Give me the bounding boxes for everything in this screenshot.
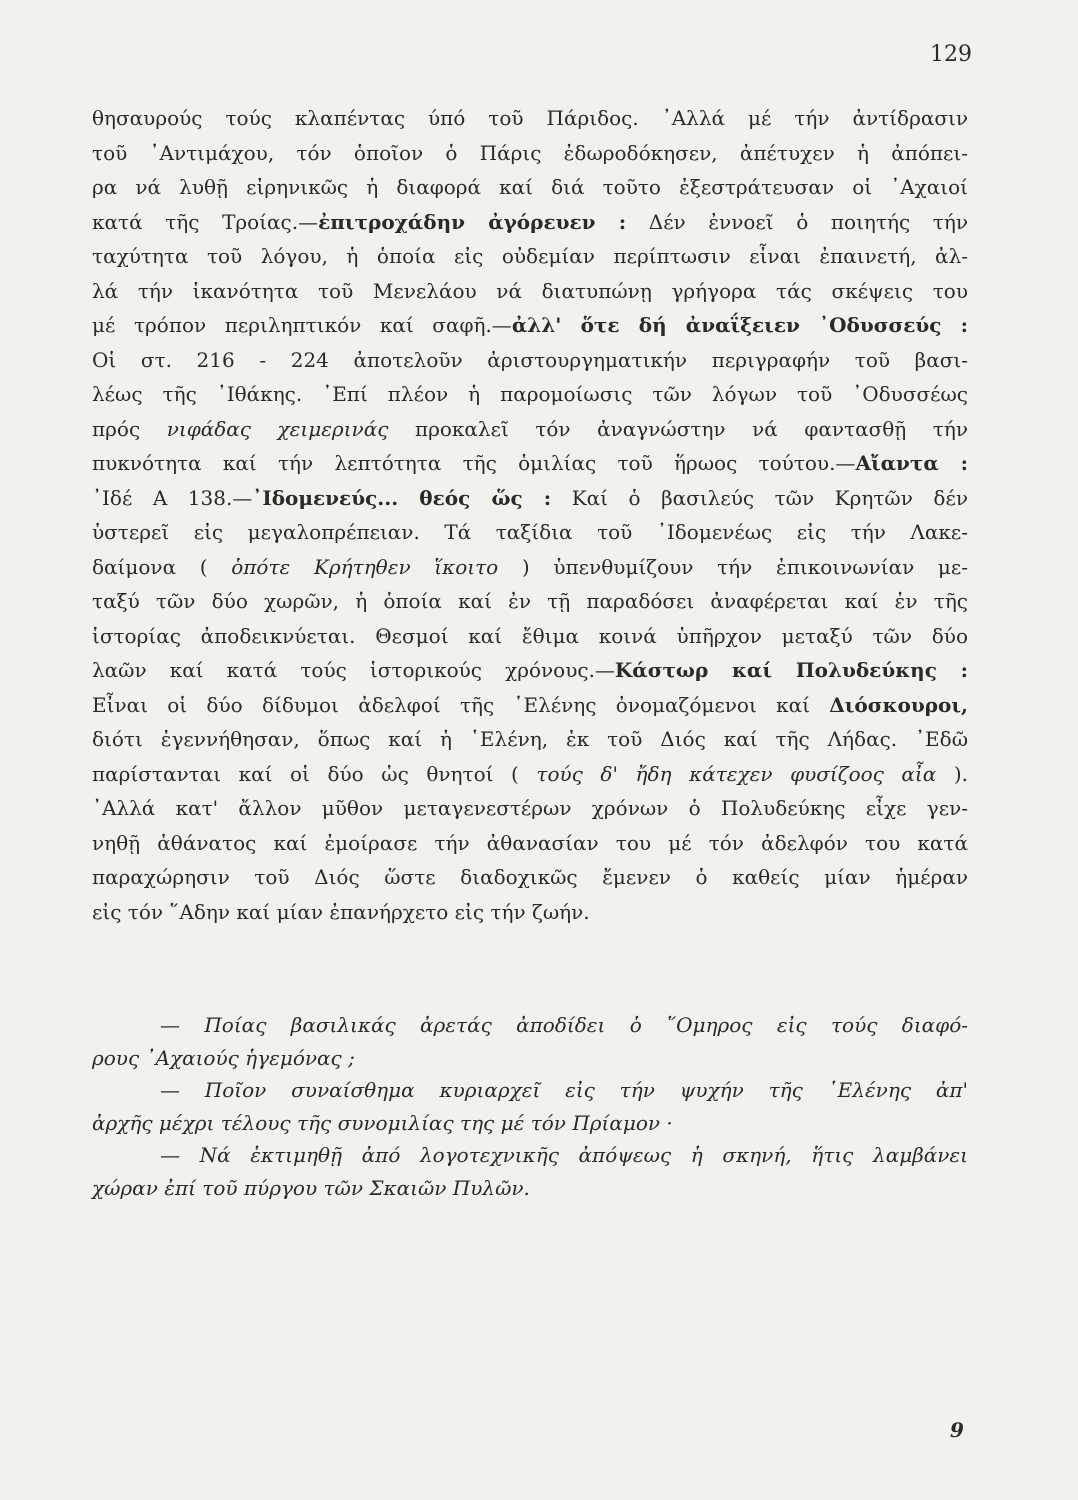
text-line: τοῦ ᾿Αντιμάχου, τόν ὁποῖον ὁ Πάρις ἐδωροδόκησεν, ἀπέτυχεν ἡ ἀπόπει- — [92, 140, 968, 165]
bold-term: Διόσκουροι, — [829, 692, 968, 717]
text-line: ρα νά λυθῇ εἰρηνικῶς ἡ διαφορά καί διά τοῦτο ἐξεστράτευσαν οἱ ᾿Αχαιοί — [92, 175, 968, 199]
text-line: πυκνότητα καί τήν λεπτότητα τῆς ὁμιλίας τοῦ ἥρωος τούτου.—Αἴαντα : — [92, 451, 968, 475]
text-line: λαῶν καί κατά τούς ἱστορικούς χρόνους.—Κάστωρ καί Πολυδεύκης : — [92, 658, 968, 682]
text-line: παραχώρησιν τοῦ Διός ὥστε διαδοχικῶς ἔμενεν ὁ καθείς μίαν ἡμέραν — [92, 865, 968, 889]
quoted-phrase: νιφάδας χειμερινάς — [166, 416, 389, 441]
text-line: παρίστανται καί οἱ δύο ὡς θνητοί ( τούς δ' ἤδη κάτεχεν φυσίζοος αἶα ). — [92, 761, 968, 786]
text-line: ᾿Ιδέ Α 138.—᾿Ιδομενεύς... θεός ὥς : Καί ὁ βασιλεύς τῶν Κρητῶν δέν — [92, 485, 968, 510]
commentary-text — [92, 101, 968, 929]
quoted-phrase: ὁπότε Κρήτηθεν ἵκοιτο — [231, 554, 499, 579]
text-line: εἰς τόν ῞Αδην καί μίαν ἐπανήρχετο εἰς τήν ζωήν. — [92, 899, 590, 924]
text-line: ταξύ τῶν δύο χωρῶν, ἡ ὁποία καί ἐν τῇ παραδόσει ἀναφέρεται καί ἐν τῆς — [92, 589, 968, 613]
question-line: — Νά ἐκτιμηθῇ ἀπό λογοτεχνικῆς ἀπόψεως ἡ σκηνή, ἥτις λαμβάνει — [160, 1143, 968, 1167]
question-line: — Ποίας βασιλικάς ἀρετάς ἀποδίδει ὁ ῞Ομηρος εἰς τούς διαφό- — [160, 1013, 968, 1037]
study-questions — [92, 1009, 968, 1204]
lemma-heading: ἀλλ' ὅτε δή ἀναΐξειεν ᾿Οδυσσεύς : — [511, 313, 968, 337]
question-line: — Ποῖον συναίσθημα κυριαρχεῖ εἰς τήν ψυχήν τῆς ῾Ελένης ἀπ' — [160, 1078, 968, 1102]
question-line: ἀρχῆς μέχρι τέλους τῆς συνομιλίας της μέ τόν Πρίαμον · — [92, 1110, 673, 1135]
text-line: πρός νιφάδας χειμερινάς προκαλεῖ τόν ἀναγνώστην νά φαντασθῇ τήν — [92, 416, 968, 441]
signature-mark: 9 — [950, 1418, 964, 1442]
text-line: μέ τρόπον περιληπτικόν καί σαφῆ.—ἀλλ' ὅτε δή ἀναΐξειεν ᾿Οδυσσεύς : — [92, 313, 968, 337]
text-line: κατά τῆς Τροίας.—ἐπιτροχάδην ἀγόρευεν : Δέν ἐννοεῖ ὁ ποιητής τήν — [92, 209, 968, 234]
text-line: Εἶναι οἱ δύο δίδυμοι ἀδελφοί τῆς ῾Ελένης ὀνομαζόμενοι καί Διόσκουροι, — [92, 692, 968, 717]
lemma-heading: Κάστωρ καί Πολυδεύκης : — [614, 658, 968, 682]
text-line: λέως τῆς ᾿Ιθάκης. ᾿Επί πλέον ἡ παρομοίωσις τῶν λόγων τοῦ ᾿Οδυσσέως — [92, 382, 968, 406]
text-line: ὑστερεῖ εἰς μεγαλοπρέπειαν. Τά ταξίδια τοῦ ᾿Ιδομενέως εἰς τήν Λακε- — [92, 520, 968, 544]
lemma-heading: Αἴαντα : — [855, 451, 968, 475]
text-line: ταχύτητα τοῦ λόγου, ἡ ὁποία εἰς οὐδεμίαν περίπτωσιν εἶναι ἐπαινετή, ἀλ- — [92, 244, 968, 268]
text-line: δαίμονα ( ὁπότε Κρήτηθεν ἵκοιτο ) ὑπενθυμίζουν τήν ἐπικοινωνίαν με- — [92, 554, 969, 579]
text-line: Οἱ στ. 216 - 224 ἀποτελοῦν ἀριστουργηματικήν περιγραφήν τοῦ βασι- — [92, 347, 968, 372]
quoted-phrase: τούς δ' ἤδη κάτεχεν φυσίζοος αἶα — [536, 761, 937, 786]
text-line: διότι ἐγεννήθησαν, ὅπως καί ἡ ῾Ελένη, ἐκ τοῦ Διός καί τῆς Λήδας. ᾿Εδῶ — [92, 727, 968, 751]
text-line: ἱστορίας ἀποδεικνύεται. Θεσμοί καί ἔθιμα κοινά ὑπῆρχον μεταξύ τῶν δύο — [92, 623, 968, 648]
question-line: ρους ᾿Αχαιούς ἡγεμόνας ; — [92, 1045, 355, 1070]
text-line: νηθῇ ἀθάνατος καί ἐμοίρασε τήν ἀθανασίαν του μέ τόν ἀδελφόν του κατά — [92, 830, 968, 855]
text-line: ᾿Αλλά κατ' ἄλλον μῦθον μεταγενεστέρων χρόνων ὁ Πολυδεύκης εἶχε γεν- — [92, 796, 968, 820]
question-line: χώραν ἐπί τοῦ πύργου τῶν Σκαιῶν Πυλῶν. — [92, 1175, 530, 1200]
page-number: 129 — [930, 42, 972, 67]
lemma-heading: ἐπιτροχάδην ἀγόρευεν : — [318, 209, 627, 234]
text-line: λά τήν ἱκανότητα τοῦ Μενελάου νά διατυπώνῃ γρήγορα τάς σκέψεις του — [92, 278, 968, 303]
text-line: θησαυρούς τούς κλαπέντας ύπό τοῦ Πάριδος. ᾿Αλλά μέ τήν ἀντίδρασιν — [92, 106, 968, 130]
lemma-heading: ᾿Ιδομενεύς... θεός ὥς : — [252, 485, 552, 510]
